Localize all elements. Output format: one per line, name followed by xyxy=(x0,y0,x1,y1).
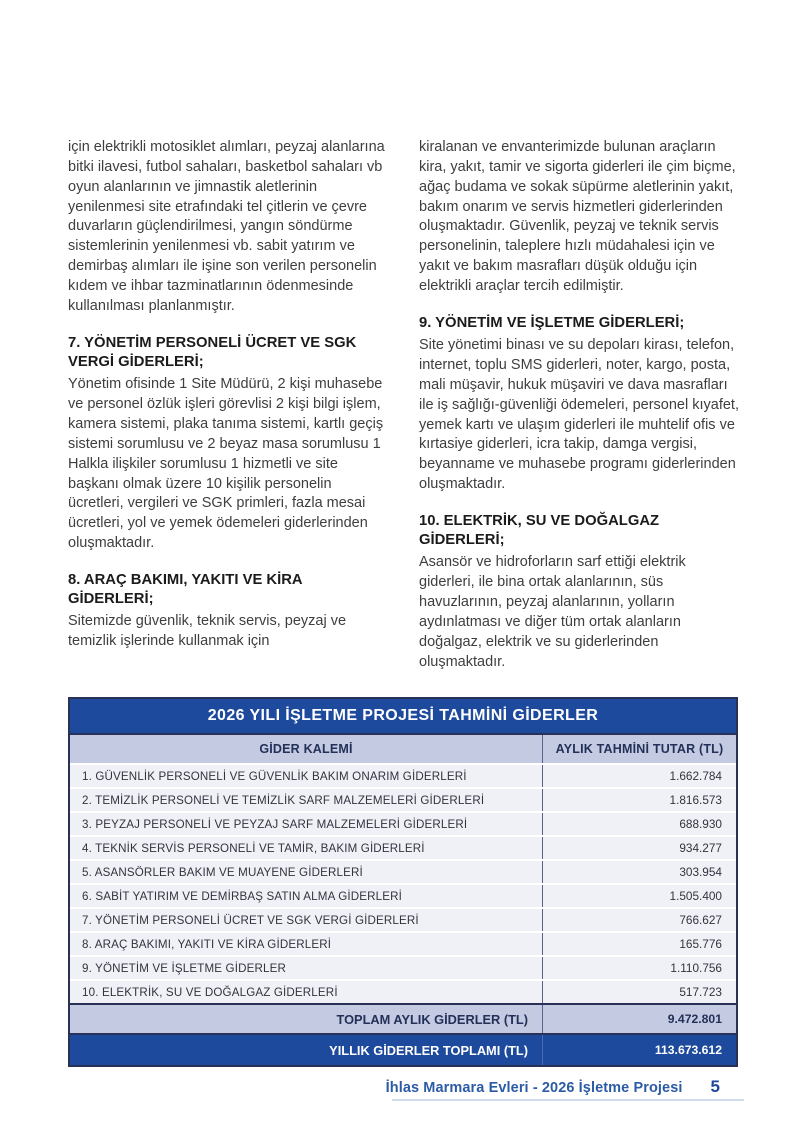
table-row xyxy=(70,931,736,955)
section-7-heading: 7. YÖNETİM PERSONELİ ÜCRET VE SGK VERGİ GİDERLERİ; xyxy=(68,334,357,370)
row-label: 7. YÖNETİM PERSONELİ ÜCRET VE SGK VERGİ GİDERLERİ xyxy=(82,913,419,927)
row-value: 766.627 xyxy=(542,909,736,931)
section-10-body: Asansör ve hidroforların sarf ettiği elektrik giderleri, ile bina ortak alanlarının, süs havuzlarının, peyzaj alanlarının, yolların aydınlatması ve diğer tüm ortak alanların doğalgaz, elektrik ve su giderlerinden oluşmaktadır. xyxy=(419,554,686,670)
total-monthly-row xyxy=(70,1003,736,1033)
row-label: 3. PEYZAJ PERSONELİ VE PEYZAJ SARF MALZEMELERİ GİDERLERİ xyxy=(82,817,468,831)
table-row xyxy=(70,835,736,859)
section-9-body: Site yönetimi binası ve su depoları kirası, telefon, internet, toplu SMS giderleri, noter, kargo, posta, mali müşavir, hukuk müşaviri ve dava masrafları ile iş sağlığı-güvenliği ödemeleri, personel kıyafet, yemek kartı ve ulaşım giderleri ile muhtelif ofis ve kırtasiye giderleri, icra takip, damga vergisi, beyanname ve muhasebe programı giderlerinden oluşmaktadır. xyxy=(419,337,739,493)
row-value: 517.723 xyxy=(542,981,736,1003)
footer-rule xyxy=(392,1099,744,1101)
row-label: 4. TEKNİK SERVİS PERSONELİ VE TAMİR, BAKIM GİDERLERİ xyxy=(82,841,425,855)
table-row xyxy=(70,907,736,931)
table-title: 2026 YILI İŞLETME PROJESİ TAHMİNİ GİDERLER xyxy=(70,699,736,733)
paragraph: kiralanan ve envanterimizde bulunan araçların kira, yakıt, tamir ve sigorta giderleri ile çim biçme, ağaç budama ve sokak süpürme aletlerinin yakıt, bakım onarım ve servis hizmetleri giderlerinden oluşmaktadır. Güvenlik, peyzaj ve teknik servis personelinin, taleplere hızlı müdahalesi için ve yakıt ve bakım masrafları düşük olduğu için elektrikli araçlar tercih edilmiştir. xyxy=(419,139,736,295)
page-number: 5 xyxy=(710,1077,720,1096)
paragraph: için elektrikli motosiklet alımları, peyzaj alanlarına bitki ilavesi, futbol sahaları, basketbol sahaları vb oyun alanlarının ve jimnastik aletlerinin yenilenmesi site etrafındaki tel çitlerin ve çevre duvarların güçlendirilmesi, yangın söndürme sistemlerinin yenilenmesi vb. sabit yatırım ve demirbaş alımları ile işine son verilen personelin kıdem ve ihbar tazminatlarının ödenmesinde kullanılması planlanmıştır. xyxy=(68,139,385,314)
row-label: 10. ELEKTRİK, SU VE DOĞALGAZ GİDERLERİ xyxy=(82,985,338,999)
section-9-heading: 9. YÖNETİM VE İŞLETME GİDERLERİ; xyxy=(419,314,685,331)
page-footer xyxy=(386,1077,720,1097)
footer-title: İhlas Marmara Evleri - 2026 İşletme Projesi xyxy=(385,1080,683,1096)
expense-table xyxy=(68,697,738,1067)
row-value: 1.816.573 xyxy=(542,789,736,811)
total-yearly-row xyxy=(70,1033,736,1065)
table-row xyxy=(70,955,736,979)
column-header-amount: AYLIK TAHMİNİ TUTAR (TL) xyxy=(542,735,736,763)
text-columns xyxy=(68,138,740,690)
left-column xyxy=(68,138,389,690)
section-10-heading: 10. ELEKTRİK, SU VE DOĞALGAZ GİDERLERİ; xyxy=(419,512,660,549)
table-row xyxy=(70,811,736,835)
section-8-body: Sitemizde güvenlik, teknik servis, peyzaj ve temizlik işlerinde kullanmak için xyxy=(68,613,347,650)
row-label: 5. ASANSÖRLER BAKIM VE MUAYENE GİDERLERİ xyxy=(82,865,363,879)
row-label: 1. GÜVENLİK PERSONELİ VE GÜVENLİK BAKIM ONARIM GİDERLERİ xyxy=(82,769,467,783)
section-7-body: Yönetim ofisinde 1 Site Müdürü, 2 kişi muhasebe ve personel özlük işleri görevlisi 2 kişi bilgi işlem, kamera sistemi, plaka tanıma sistemi, kartlı geçiş sistemi sorumlusu ve 2 beyaz masa sorumlusu 1 Halkla ilişkiler sorumlusu 1 hizmetli ve site başkanı olmak üzere 10 kişilik personelin ücretleri, vergileri ve SGK primleri, fazla mesai ücretleri, yol ve yemek ödemeleri giderlerinden oluşmaktadır. xyxy=(68,376,384,552)
total-monthly-value: 9.472.801 xyxy=(542,1005,736,1033)
table-row xyxy=(70,883,736,907)
row-value: 1.505.400 xyxy=(542,885,736,907)
table-row xyxy=(70,763,736,787)
table-header-row xyxy=(70,733,736,763)
row-value: 1.662.784 xyxy=(542,765,736,787)
row-label: 8. ARAÇ BAKIMI, YAKITI VE KİRA GİDERLERİ xyxy=(82,937,332,951)
row-label: 2. TEMİZLİK PERSONELİ VE TEMİZLİK SARF MALZEMELERİ GİDERLERİ xyxy=(82,793,485,807)
table-row xyxy=(70,979,736,1003)
row-label: 9. YÖNETİM VE İŞLETME GİDERLER xyxy=(82,961,287,975)
row-label: 6. SABİT YATIRIM VE DEMİRBAŞ SATIN ALMA GİDERLERİ xyxy=(82,889,403,903)
row-value: 165.776 xyxy=(542,933,736,955)
total-yearly-label: YILLIK GİDERLER TOPLAMI (TL) xyxy=(329,1042,528,1058)
total-monthly-label: TOPLAM AYLIK GİDERLER (TL) xyxy=(336,1011,528,1027)
row-value: 688.930 xyxy=(542,813,736,835)
table-row xyxy=(70,859,736,883)
total-yearly-value: 113.673.612 xyxy=(542,1035,736,1065)
row-value: 303.954 xyxy=(542,861,736,883)
right-column xyxy=(419,138,740,690)
row-value: 1.110.756 xyxy=(542,957,736,979)
column-header-item: GİDER KALEMİ xyxy=(259,742,353,756)
table-row xyxy=(70,787,736,811)
section-8-heading: 8. ARAÇ BAKIMI, YAKITI VE KİRA GİDERLERİ; xyxy=(68,571,303,608)
row-value: 934.277 xyxy=(542,837,736,859)
